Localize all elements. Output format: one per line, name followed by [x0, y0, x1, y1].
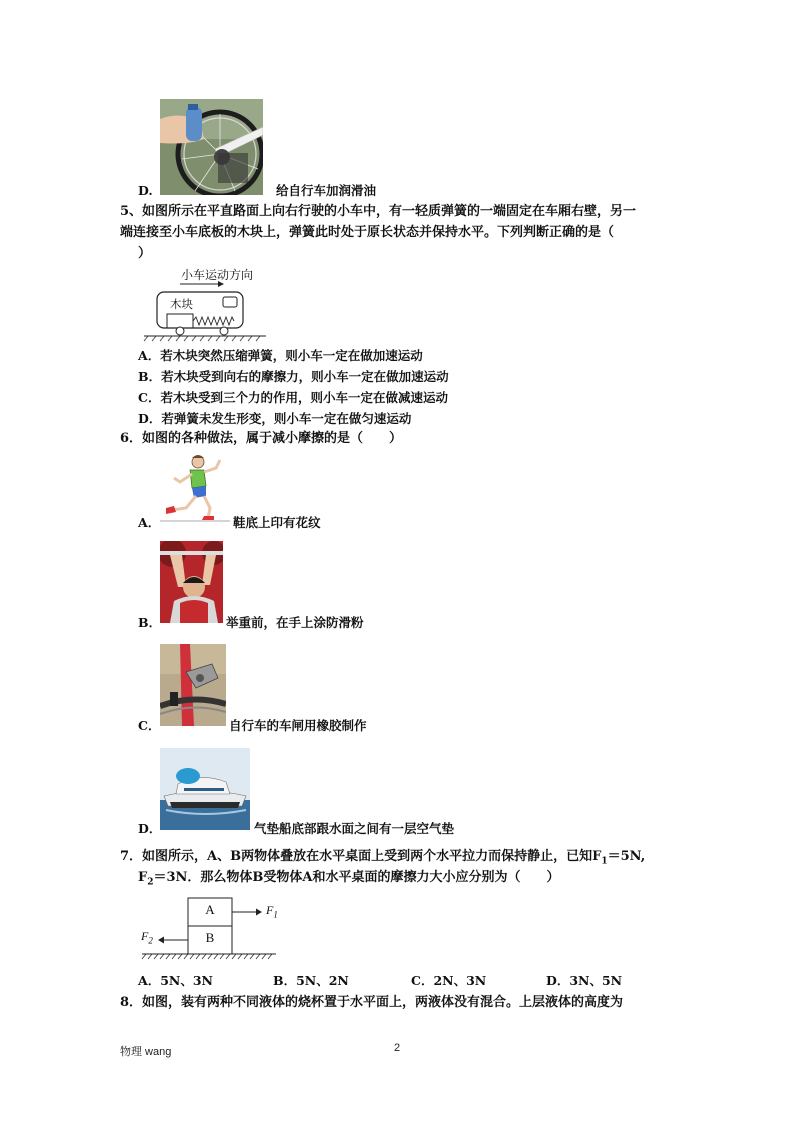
force-f2-sub: 2 [148, 935, 153, 946]
force-f1-sub: 1 [273, 909, 278, 920]
q5-option-d: D．若弹簧未发生形变，则小车一定在做匀速运动 [138, 411, 412, 426]
page-number: 2 [394, 1042, 401, 1054]
cart-diagram [140, 280, 270, 342]
q6-option-d-text: 气垫船底部跟水面之间有一层空气垫 [254, 821, 455, 836]
q7-option-b: B．5N、2N [273, 973, 349, 988]
force-f2-label [141, 929, 153, 945]
q6-option-c-letter: C． [138, 718, 161, 733]
force-f2-letter: F [141, 929, 149, 943]
q7-stem-line2 [138, 867, 560, 894]
q7-option-c: C．2N、3N [411, 973, 487, 988]
q8-stem-line1: 8．如图，装有两种不同液体的烧杯置于水平面上，两液体没有混合。上层液体的高度为 [120, 995, 624, 1010]
q5-option-a: A．若木块突然压缩弹簧，则小车一定在做加速运动 [138, 348, 423, 363]
hovercraft-photo [160, 748, 250, 830]
q7-option-d: D．3N、5N [546, 973, 623, 988]
q7-line2-pre: F [138, 870, 148, 885]
q6-stem: 6．如图的各种做法，属于减小摩擦的是（ ） [120, 431, 403, 446]
bicycle-brake-photo [160, 644, 226, 726]
bicycle-lubricating-photo [160, 99, 263, 195]
q6-option-b-letter: B． [138, 615, 162, 630]
q5-stem-line2: 端连接至小车底板的木块上，弹簧此时处于原长状态并保持水平。下列判断正确的是（ [120, 225, 615, 240]
q5-option-c: C．若木块受到三个力的作用，则小车一定在做减速运动 [138, 390, 448, 405]
block-a-label: A [205, 902, 215, 917]
q7-line2-sub: 2 [147, 877, 154, 888]
q7-line2-post: ＝3N．那么物体B受物体A和水平桌面的摩擦力大小应分别为（ ） [153, 870, 560, 885]
q5-option-b: B．若木块受到向右的摩擦力，则小车一定在做加速运动 [138, 369, 449, 384]
block-b-label: B [205, 930, 215, 945]
cart-direction-label: 小车运动方向 [181, 268, 254, 282]
q7-option-a: A．5N、3N [138, 973, 213, 988]
q4-option-d-letter: D. [138, 183, 153, 198]
footer-subject: 物理 wang [120, 1046, 172, 1058]
q5-stem-line3: ） [138, 246, 152, 261]
weightlifter-photo [160, 541, 223, 623]
q7-line1-pre: 7．如图所示，A、B两物体叠放在水平桌面上受到两个水平拉力而保持静止，已知F [120, 849, 602, 864]
force-f1-letter: F [266, 903, 274, 917]
q6-option-c-text: 自行车的车闸用橡胶制作 [229, 718, 367, 733]
q6-option-d-letter: D． [138, 821, 162, 836]
q7-line1-sub: 1 [601, 856, 608, 867]
q5-stem-line1: 5、如图所示在平直路面上向右行驶的小车中，有一轻质弹簧的一端固定在车厢右壁，另一 [120, 204, 637, 219]
cart-block-label: 木块 [170, 299, 193, 311]
q4-option-d-text: 给自行车加润滑油 [276, 183, 377, 198]
q7-line1-post: ＝5N, [607, 849, 646, 864]
q6-option-b-text: 举重前，在手上涂防滑粉 [226, 615, 364, 630]
q6-option-a-text: 鞋底上印有花纹 [233, 515, 321, 530]
runner-image [160, 452, 230, 522]
q6-option-a-letter: A． [138, 515, 161, 530]
force-f1-label [266, 903, 278, 919]
